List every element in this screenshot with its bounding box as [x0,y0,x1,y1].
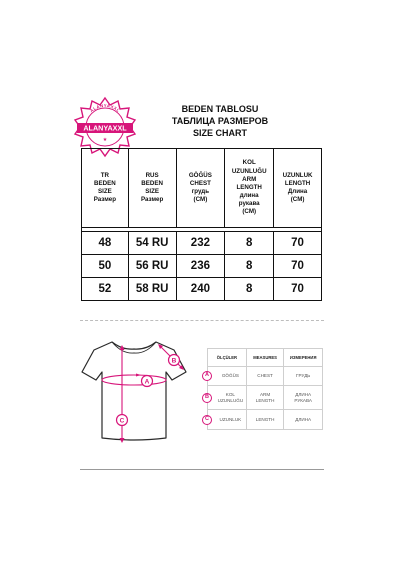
header-tr-size: TR BEDEN SIZE Размер [82,149,129,228]
size-chart-table [81,148,322,301]
cell-rus-size: 58 RU [128,278,176,301]
legend-header-english: MEASURES [246,349,284,367]
legend-cell-english: ARM LENGTH [246,386,284,410]
legend-cell-turkish: A GÖĞÜS [208,367,247,386]
cell-chest: 232 [176,232,225,255]
table-row [82,278,322,301]
badge-b-icon: B [202,393,212,403]
header-chest: GÖĞÜS CHEST грудь (CM) [176,149,225,228]
title-russian: ТАБЛИЦА РАЗМЕРОВ [171,116,269,126]
legend-header-row [208,349,323,367]
size-table-header-row [82,149,322,228]
cell-length: 70 [274,278,322,301]
table-row [208,410,323,430]
cell-arm-length: 8 [225,255,274,278]
section-divider [80,320,324,321]
badge-a-marker [142,376,153,387]
legend-header-russian: ИЗМЕРЕНИЯ [284,349,323,367]
cell-tr-size: 52 [82,278,129,301]
legend-cell-turkish: C UZUNLUK [208,410,247,430]
cell-tr-size: 48 [82,232,129,255]
title-english: SIZE CHART [193,128,247,138]
legend-header-turkish: ÖLÇÜLER [208,349,247,367]
cell-length: 70 [274,255,322,278]
cell-rus-size: 56 RU [128,255,176,278]
svg-text:A: A [144,378,150,386]
legend-cell-russian: ДЛИНА [284,410,323,430]
tshirt-measurement-diagram [78,334,190,446]
legend-cell-russian: ГРУДЬ [284,367,323,386]
cell-chest: 240 [176,278,225,301]
cell-arm-length: 8 [225,278,274,301]
header-arm-length: KOL UZUNLUĞU ARM LENGTH длина рукава (CM) [225,149,274,228]
cell-length: 70 [274,232,322,255]
svg-text:ALANYAXXL: ALANYAXXL [88,102,122,114]
table-row [82,232,322,255]
cell-chest: 236 [176,255,225,278]
cell-tr-size: 50 [82,255,129,278]
badge-b-marker [169,355,180,366]
legend-cell-turkish: B KOL UZUNLUĞU [208,386,247,410]
svg-text:★: ★ [102,137,108,143]
badge-a-icon: A [202,371,212,381]
header-rus-size: RUS BEDEN SIZE Размер [128,149,176,228]
header-length: UZUNLUK LENGTH Длина (CM) [274,149,322,228]
svg-text:C: C [119,417,125,425]
legend-cell-english: LENGTH [246,410,284,430]
table-row [208,386,323,410]
svg-text:B: B [171,357,177,365]
cell-arm-length: 8 [225,232,274,255]
table-row [208,367,323,386]
title-turkish: BEDEN TABLOSU [181,104,259,114]
bottom-divider [80,469,324,470]
logo-wordmark: ALANYAXXL [83,123,127,133]
legend-cell-english: CHEST [246,367,284,386]
table-row [82,255,322,278]
measurement-legend-table [207,348,323,430]
legend-cell-russian: ДЛИНА РУКАВА [284,386,323,410]
badge-c-marker [117,415,128,426]
cell-rus-size: 54 RU [128,232,176,255]
badge-c-icon: C [202,415,212,425]
